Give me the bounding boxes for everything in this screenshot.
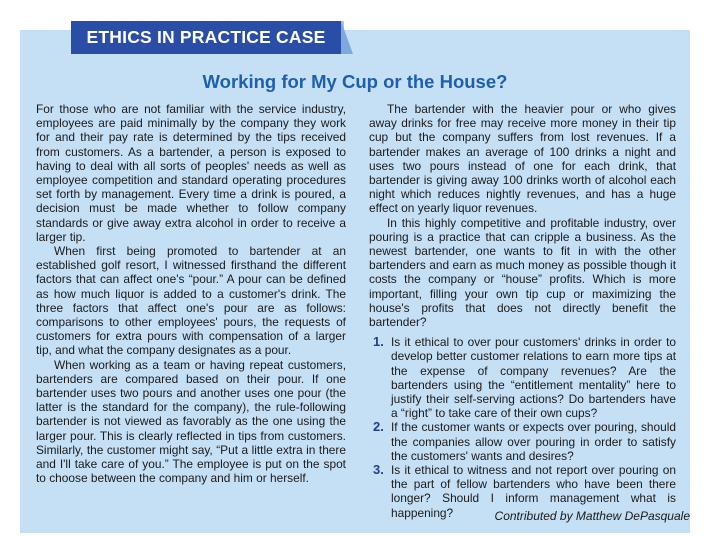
question-item [369, 335, 676, 420]
author-credit: Contributed by Matthew DePasquale [494, 509, 690, 523]
case-label-tab: ETHICS IN PRACTICE CASE [71, 21, 341, 54]
paragraph: When working as a team or having repeat customers, bartenders are compared based on their pour. If one bartender uses two pours and another uses one pour (the latter is the standard for the company), the rule-following bartender is not viewed as favorably as the one using the larger pour. This is clearly reflected in tips from customers. Similarly, the customer might say, “Put a little extra in there and I'll take care of you.” The employee is put on the spot to choose between the company and him or herself. [36, 357, 346, 486]
question-number: 3. [373, 462, 384, 478]
right-column [369, 102, 676, 520]
left-column [36, 102, 346, 485]
question-text: Is it ethical to over pour customers' drinks in order to develop better customer relations to earn more tips at the expense of company revenues? Are the bartenders using the “entitlement mentality” here to justify their self-serving actions? Do bartenders have a “right” to take care of their own cups? [391, 335, 676, 421]
paragraph: When first being promoted to bartender at an established golf resort, I witnessed firsthand the different factors that can affect one's “pour.” A pour can be defined as how much liquor is added to a customer's drink. The three factors that affect one's pour are as follows: comparisons to other employees' pours, the requests of customers for extra pours with compensation of a larger tip, and what the company designates as a pour. [36, 244, 346, 358]
question-text: Is it ethical to witness and not report over pouring on the part of fellow bartenders who have been there longer? Should I inform management what is happening? [391, 463, 676, 520]
question-item [369, 420, 676, 463]
paragraph: For those who are not familiar with the service industry, employees are paid minimally by the company they work for and their pay rate is determined by the tips received from customers. As a bartender, a person is exposed to having to deal with all sorts of peoples' needs as well as employee competition and standard operating procedures set forth by management. Every time a drink is poured, a decision must be made whether to follow company standards or give away extra alcohol in order to receive a larger tip. [36, 102, 346, 244]
question-text: If the customer wants or expects over pouring, should the companies allow over pouring in order to satisfy the customers' wants and desires? [391, 420, 676, 463]
case-title: Working for My Cup or the House? [202, 71, 508, 92]
tab-notch [341, 21, 353, 54]
question-number: 2. [373, 419, 384, 435]
paragraph: The bartender with the heavier pour or who gives away drinks for free may receive more money in their tip cup but the company suffers from lost revenues. If a bartender makes an average of 100 drinks a night and uses two pours instead of one for each drink, that bartender is giving away 100 drinks worth of alcohol each night which reduces nightly revenues, and has a huge effect on yearly liquor revenues. [369, 102, 676, 216]
question-list [369, 335, 676, 520]
paragraph: In this highly competitive and profitable industry, over pouring is a practice that can cripple a business. As the newest bartender, one wants to fit in with the other bartenders and earn as much money as possible though it costs the company or “house” profits. Which is more important, filling your own tip cup or maximizing the house's profits that does not directly benefit the bartender? [369, 215, 676, 330]
question-number: 1. [373, 334, 384, 350]
